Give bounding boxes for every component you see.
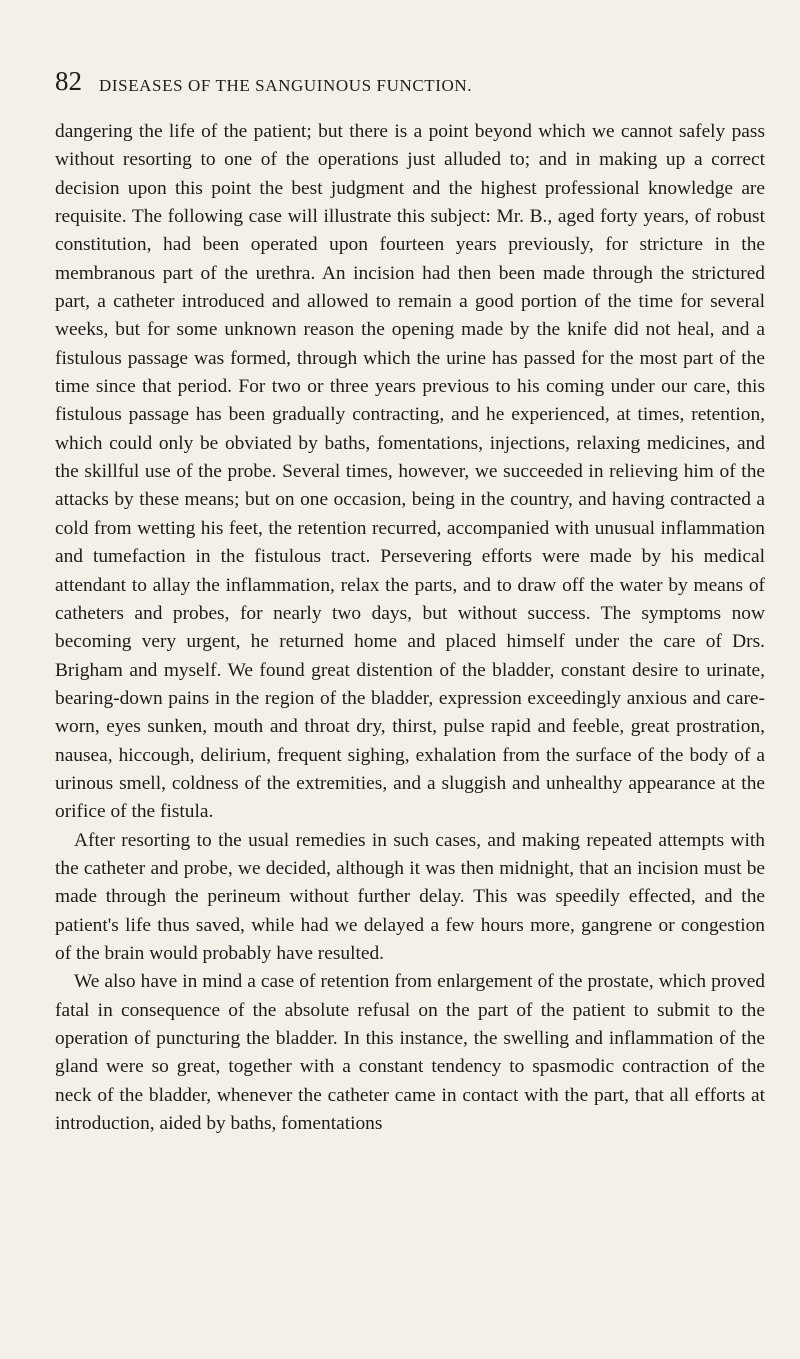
paragraph-continued: dangering the life of the patient; but there is a point beyond which we cannot safely pass without resorting to one of the operations just alluded to; and in making up a correct decision upon this point the best judgment and the highest professional knowledge are requisite. The following case will illustrate this subject: Mr. B., aged forty years, of robust constitution, had been operated upon fourteen years previously, for stricture in the membranous part of the urethra. An incision had then been made through the strictured part, a catheter introduced and allowed to remain a good portion of the time for several weeks, but for some unknown reason the opening made by the knife did not heal, and a fistulous passage was formed, through which the urine has passed for the most part of the time since that period. For two or three years previous to his coming under our care, this fistulous passage has been gradually contracting, and he experienced, at times, retention, which could only be obviated by baths, fomentations, injections, relaxing medicines, and the skillful use of the probe. Several times, however, we succeeded in relieving him of the attacks by these means; but on one occasion, being in the country, and having contracted a cold from wetting his feet, the retention recurred, accompanied with unusual inflammation and tumefaction in the fistulous tract. Persevering efforts were made by his medical attendant to allay the inflammation, relax the parts, and to draw off the water by means of catheters and probes, for nearly two days, but without success. The symptoms now becoming very urgent, he returned home and placed himself under the care of Drs. Brigham and myself. We found great distention of the bladder, constant desire to urinate, bearing-down pains in the region of the bladder, expression exceedingly anxious and care-worn, eyes sunken, mouth and throat dry, thirst, pulse rapid and feeble, great prostration, nausea, hiccough, delirium, frequent sighing, exhalation from the surface of the body of a urinous smell, coldness of the extremities, and a sluggish and unhealthy appearance at the orifice of the fistula. [55, 121, 765, 823]
paragraph-prostate-case: We also have in mind a case of retention from enlargement of the prostate, which proved fatal in consequence of the absolute refusal on the part of the patient to submit to the operation of puncturing the bladder. In this instance, the swelling and inflammation of the gland were so great, together with a constant tendency to spasmodic contraction of the neck of the bladder, whenever the catheter came in contact with the part, that all efforts at introduction, aided by baths, fomentations [55, 971, 765, 1135]
running-title: DISEASES OF THE SANGUINOUS FUNCTION. [99, 76, 473, 95]
paragraph-incision: After resorting to the usual remedies in such cases, and making repeated attempts with the catheter and probe, we decided, although it was then midnight, that an incision must be made through the perineum without further delay. This was speedily effected, and the patient's life thus saved, while had we delayed a few hours more, gangrene or congestion of the brain would probably have resulted. [55, 829, 765, 964]
body-text [55, 118, 765, 1138]
page-number: 82 [55, 66, 82, 96]
page-header [55, 66, 762, 100]
